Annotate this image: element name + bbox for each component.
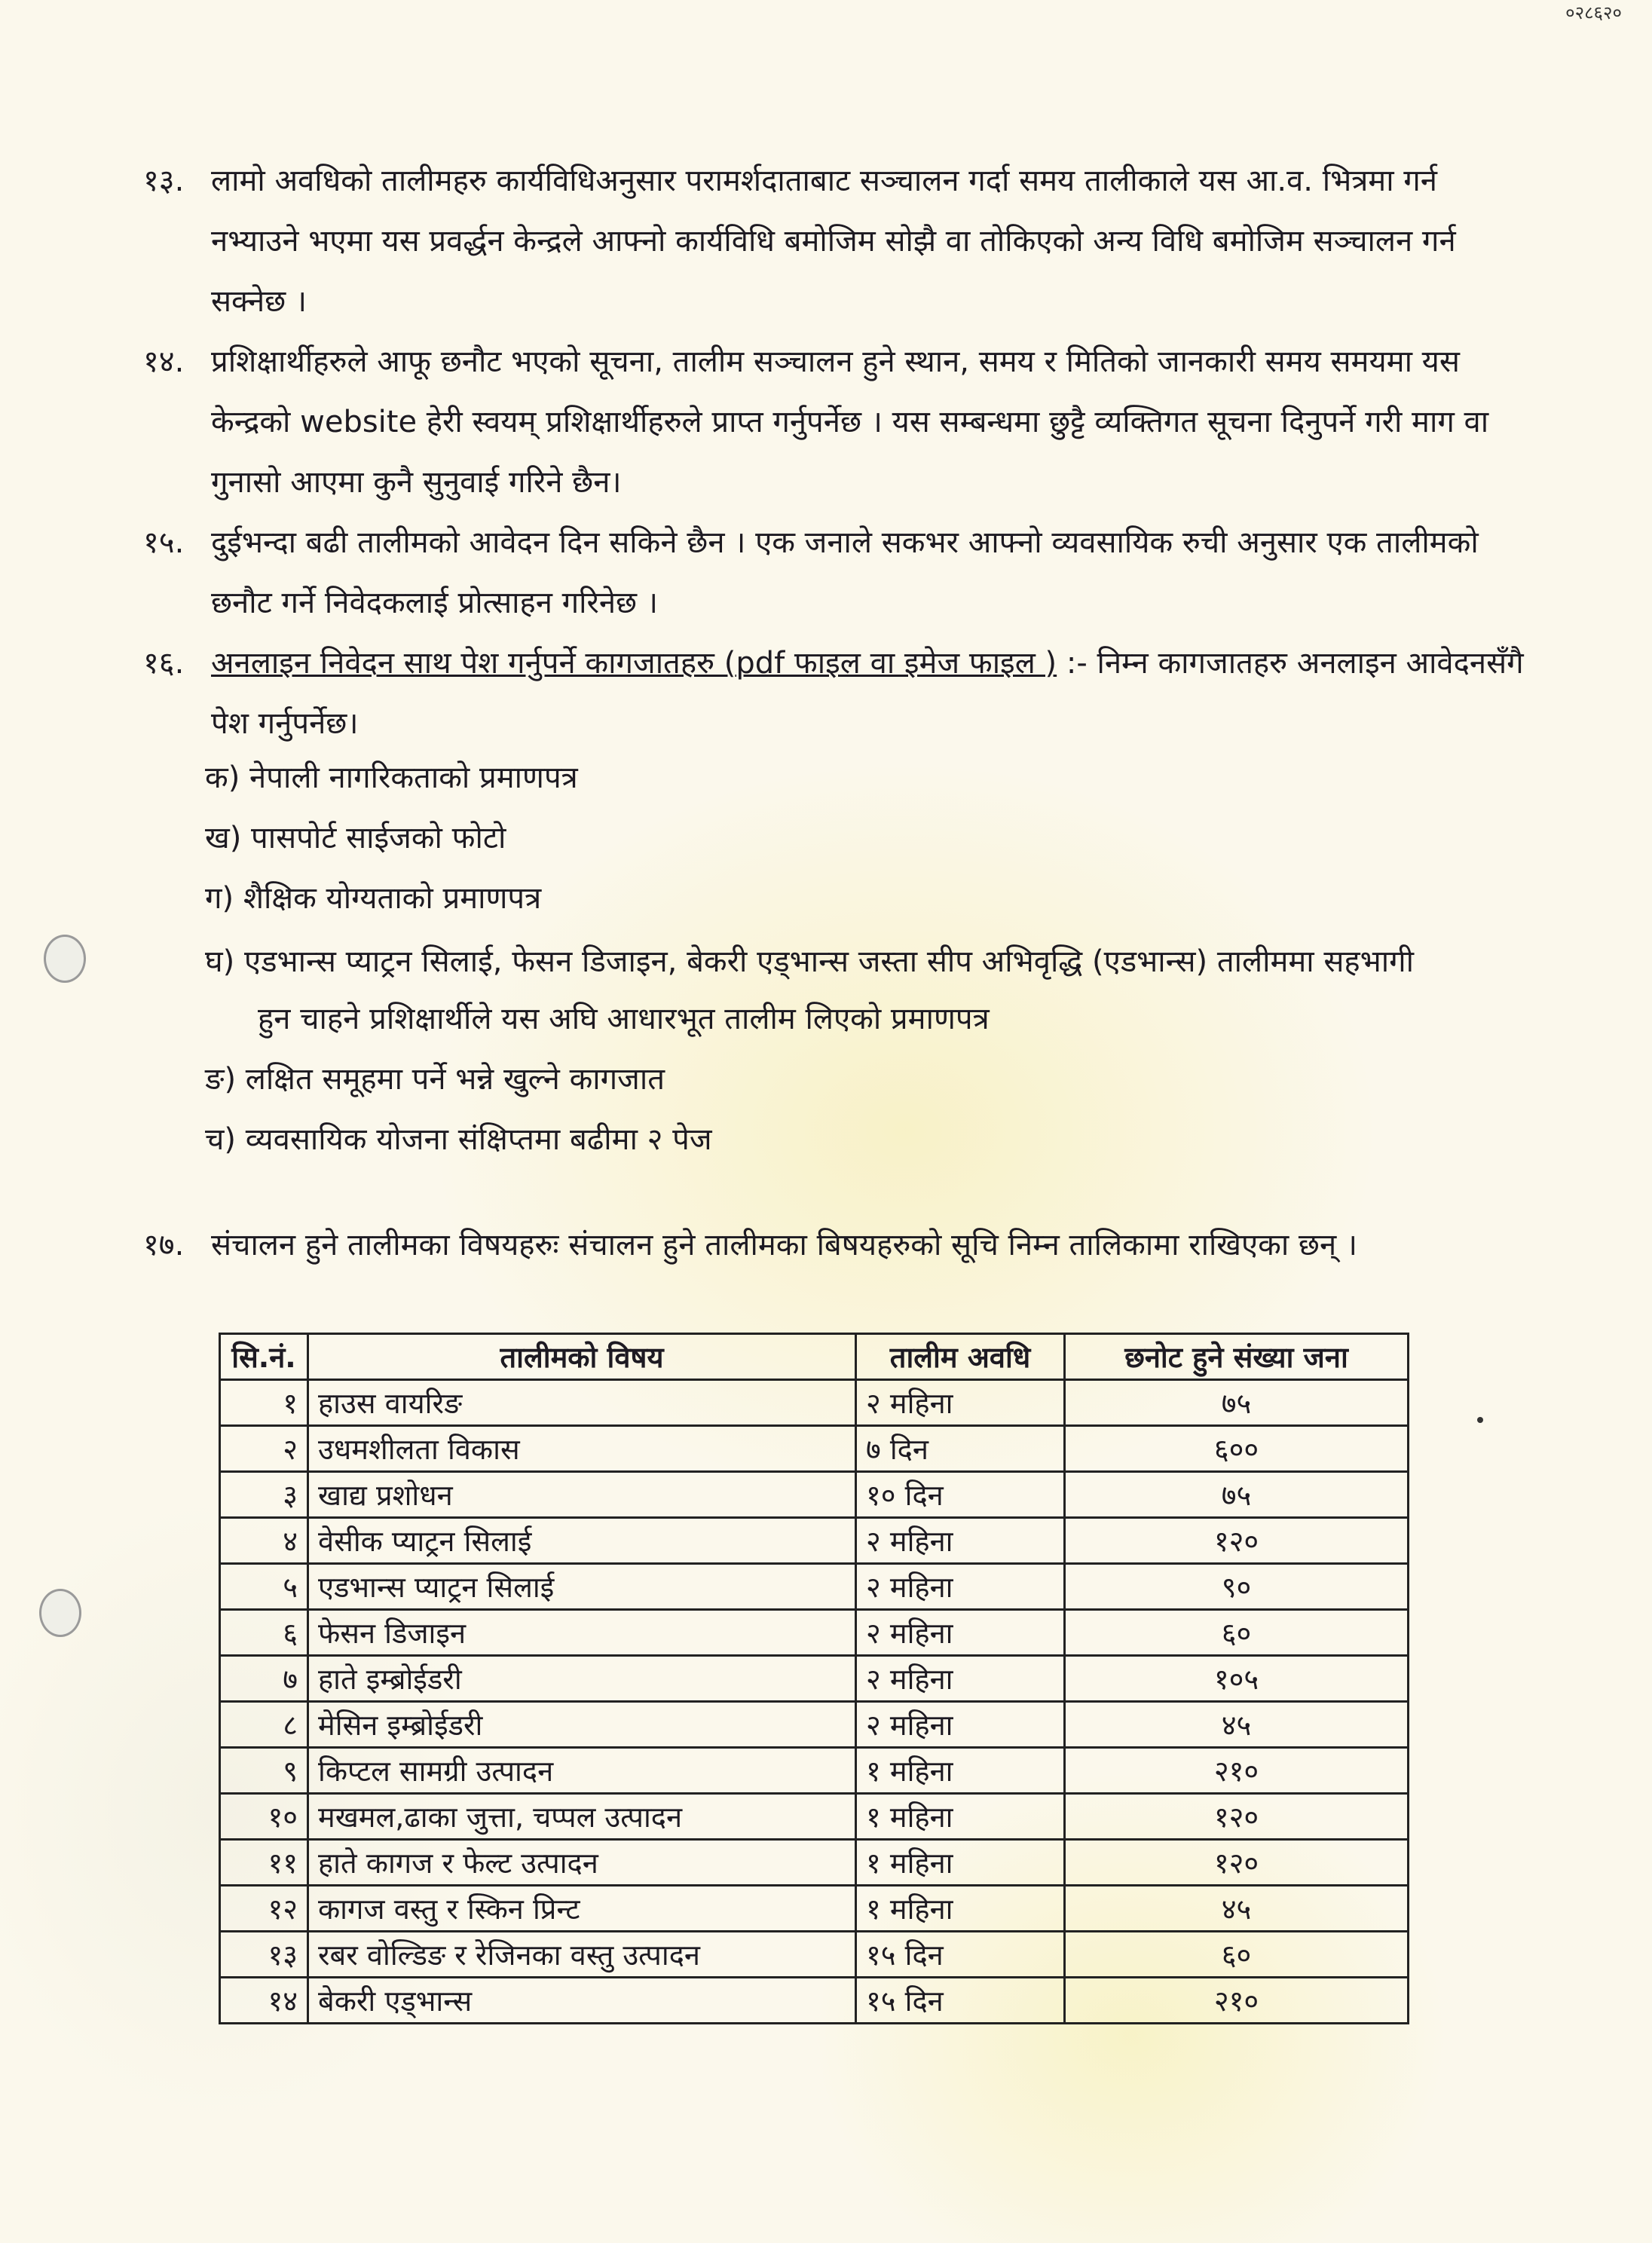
cell-subject: एडभान्स प्याट्रन सिलाई	[308, 1564, 856, 1610]
section-heading: अनलाइन निवेदन साथ पेश गर्नुपर्ने कागजातहरु (pdf फाइल वा इमेज फाइल )	[211, 646, 1057, 681]
cell-serial: ९	[220, 1748, 308, 1794]
cell-serial: ४	[220, 1518, 308, 1564]
cell-duration: २ महिना	[856, 1564, 1065, 1610]
list-item: घ) एडभान्स प्याट्रन सिलाई, फेसन डिजाइन, बेकरी एड्भान्स जस्ता सीप अभिवृद्धि (एडभान्स) तालीममा सहभागी	[205, 944, 1415, 979]
paragraph-15	[143, 513, 1530, 633]
cell-duration: २ महिना	[856, 1702, 1065, 1748]
cell-duration: १५ दिन	[856, 1932, 1065, 1978]
list-item: ग) शैक्षिक योग्यताको प्रमाणपत्र	[205, 881, 542, 916]
column-header-duration: तालीम अवधि	[856, 1334, 1065, 1380]
training-table	[219, 1333, 1409, 2024]
table-row	[220, 1978, 1409, 2024]
cell-duration: १५ दिन	[856, 1978, 1065, 2024]
paragraph-14	[143, 332, 1530, 513]
table-row	[220, 1886, 1409, 1932]
cell-selected-count: १२०	[1065, 1840, 1409, 1886]
paragraph-number: १३.	[143, 164, 185, 198]
cell-selected-count: ७५	[1065, 1380, 1409, 1426]
cell-subject: कागज वस्तु र स्किन प्रिन्ट	[308, 1886, 856, 1932]
cell-selected-count: ९०	[1065, 1564, 1409, 1610]
paragraph-text: लामो अवधिको तालीमहरु कार्यविधिअनुसार परामर्शदाताबाट सञ्चालन गर्दा समय तालीकाले यस आ.व. भित्रमा गर्न नभ्याउने भएमा यस प्रवर्द्धन केन्द्रले आफ्नो कार्यविधि बमोजिम सोझै वा तोकिएको अन्य विधि बमोजिम सञ्चालन गर्न सक्नेछ ।	[211, 164, 1456, 319]
cell-serial: २	[220, 1426, 308, 1472]
paragraph-17	[143, 1215, 1530, 1275]
cell-serial: १	[220, 1380, 308, 1426]
paragraph-13	[143, 151, 1530, 332]
cell-duration: २ महिना	[856, 1610, 1065, 1656]
cell-duration: २ महिना	[856, 1380, 1065, 1426]
cell-selected-count: १२०	[1065, 1794, 1409, 1840]
table-row	[220, 1794, 1409, 1840]
cell-serial: ७	[220, 1656, 308, 1702]
paragraph-text: दुईभन्दा बढी तालीमको आवेदन दिन सकिने छैन । एक जनाले सकभर आफ्नो व्यवसायिक रुची अनुसार एक तालीमको छनौट गर्ने निवेदकलाई प्रोत्साहन गरिनेछ ।	[211, 525, 1479, 620]
cell-subject: मखमल,ढाका जुत्ता, चप्पल उत्पादन	[308, 1794, 856, 1840]
cell-subject: फेसन डिजाइन	[308, 1610, 856, 1656]
cell-serial: १०	[220, 1794, 308, 1840]
cell-subject: रबर वोल्डिङ र रेजिनका वस्तु उत्पादन	[308, 1932, 856, 1978]
paragraph-number: १५.	[143, 525, 185, 560]
cell-serial: १४	[220, 1978, 308, 2024]
table-header-row	[220, 1334, 1409, 1380]
table-row	[220, 1656, 1409, 1702]
list-item: क) नेपाली नागरिकताको प्रमाणपत्र	[205, 760, 578, 795]
cell-serial: ६	[220, 1610, 308, 1656]
paragraph-text: प्रशिक्षार्थीहरुले आफू छनौट भएको सूचना, तालीम सञ्चालन हुने स्थान, समय र मितिको जानकारी समय समयमा यस केन्द्रको website हेरी स्वयम् प्रशिक्षार्थीहरुले प्राप्त गर्नुपर्नेछ । यस सम्बन्धमा छुट्टै व्यक्तिगत सूचना दिनुपर्ने गरी माग वा गुनासो आएमा कुनै सुनुवाई गरिने छैन।	[211, 344, 1489, 500]
table-row	[220, 1380, 1409, 1426]
cell-subject: हाते कागज र फेल्ट उत्पादन	[308, 1840, 856, 1886]
cell-subject: हाते इम्ब्रोईडरी	[308, 1656, 856, 1702]
cell-selected-count: ६०	[1065, 1932, 1409, 1978]
cell-subject: वेसीक प्याट्रन सिलाई	[308, 1518, 856, 1564]
corner-mark: ०२८६२०	[1565, 2, 1622, 23]
cell-selected-count: ४५	[1065, 1702, 1409, 1748]
paragraph-number: १४.	[143, 344, 185, 379]
cell-selected-count: ७५	[1065, 1472, 1409, 1518]
table-row	[220, 1748, 1409, 1794]
cell-selected-count: २१०	[1065, 1748, 1409, 1794]
list-item: ङ) लक्षित समूहमा पर्ने भन्ने खुल्ने कागजात	[205, 1062, 665, 1097]
cell-subject: उधमशीलता विकास	[308, 1426, 856, 1472]
column-header-selected-count: छनोट हुने संख्या जना	[1065, 1334, 1409, 1380]
cell-duration: २ महिना	[856, 1656, 1065, 1702]
table-row	[220, 1932, 1409, 1978]
punch-hole-lower	[39, 1589, 81, 1637]
ink-dot	[1477, 1417, 1483, 1423]
section-heading-suffix: :- निम्न कागजातहरु अनलाइन आवेदनसँगै पेश गर्नुपर्नेछ।	[211, 646, 1524, 741]
cell-duration: १ महिना	[856, 1840, 1065, 1886]
paragraph-number: १७.	[143, 1228, 185, 1262]
cell-duration: १ महिना	[856, 1748, 1065, 1794]
table-body	[220, 1380, 1409, 2024]
punch-hole-upper	[44, 935, 86, 983]
column-header-serial: सि.नं.	[220, 1334, 308, 1380]
cell-serial: ५	[220, 1564, 308, 1610]
list-item: च) व्यवसायिक योजना संक्षिप्तमा बढीमा २ पेज	[205, 1122, 712, 1157]
table-row	[220, 1840, 1409, 1886]
cell-duration: १० दिन	[856, 1472, 1065, 1518]
cell-selected-count: ६००	[1065, 1426, 1409, 1472]
cell-selected-count: १०५	[1065, 1656, 1409, 1702]
cell-selected-count: १२०	[1065, 1518, 1409, 1564]
cell-duration: १ महिना	[856, 1886, 1065, 1932]
cell-subject: मेसिन इम्ब्रोईडरी	[308, 1702, 856, 1748]
cell-subject: हाउस वायरिङ	[308, 1380, 856, 1426]
cell-subject: बेकरी एड्भान्स	[308, 1978, 856, 2024]
cell-selected-count: ४५	[1065, 1886, 1409, 1932]
cell-subject: खाद्य प्रशोधन	[308, 1472, 856, 1518]
table-row	[220, 1518, 1409, 1564]
paragraph-text	[211, 633, 1530, 754]
cell-serial: ८	[220, 1702, 308, 1748]
paragraph-number: १६.	[143, 646, 185, 681]
list-item: ख) पासपोर्ट साईजको फोटो	[205, 821, 506, 855]
table-row	[220, 1426, 1409, 1472]
list-item-continuation: हुन चाहने प्रशिक्षार्थीले यस अघि आधारभूत तालीम लिएको प्रमाणपत्र	[258, 1002, 990, 1036]
table-row	[220, 1472, 1409, 1518]
column-header-subject: तालीमको विषय	[308, 1334, 856, 1380]
cell-duration: १ महिना	[856, 1794, 1065, 1840]
paragraph-16	[143, 633, 1530, 754]
cell-serial: १२	[220, 1886, 308, 1932]
table-row	[220, 1702, 1409, 1748]
cell-duration: २ महिना	[856, 1518, 1065, 1564]
cell-duration: ७ दिन	[856, 1426, 1065, 1472]
cell-selected-count: ६०	[1065, 1610, 1409, 1656]
cell-subject: किप्टल सामग्री उत्पादन	[308, 1748, 856, 1794]
table-row	[220, 1564, 1409, 1610]
cell-selected-count: २१०	[1065, 1978, 1409, 2024]
paragraph-text: संचालन हुने तालीमका विषयहरुः संचालन हुने तालीमका बिषयहरुको सूचि निम्न तालिकामा राखिएका छन् ।	[211, 1228, 1358, 1262]
cell-serial: ३	[220, 1472, 308, 1518]
cell-serial: ११	[220, 1840, 308, 1886]
cell-serial: १३	[220, 1932, 308, 1978]
table-row	[220, 1610, 1409, 1656]
